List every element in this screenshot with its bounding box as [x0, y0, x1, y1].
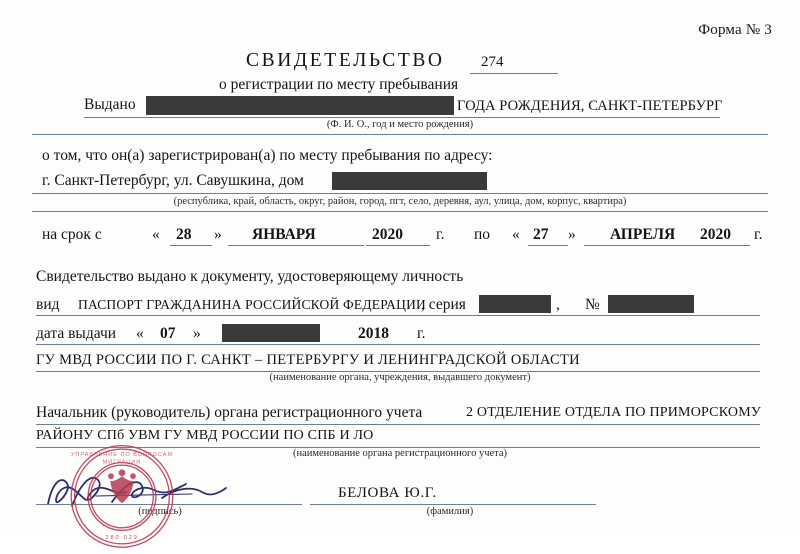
redacted-series-bar	[479, 295, 551, 313]
issue-date-year: 2018	[358, 325, 389, 342]
certificate-number: 274	[481, 54, 504, 70]
term-quote-open: «	[152, 226, 160, 243]
issued-value: ГОДА РОЖДЕНИЯ, САНКТ-ПЕТЕРБУРГ	[457, 98, 723, 114]
term-quote-close-2: »	[568, 226, 576, 243]
issued-label: Выдано	[84, 96, 136, 113]
identity-series-label: , серия	[421, 296, 466, 313]
term-day-from: 28	[176, 226, 192, 243]
term-rule-month-from	[228, 245, 364, 246]
issuing-authority-caption: (наименование органа, учреждения, выдавшего документ)	[269, 372, 531, 383]
term-from-label: на срок с	[42, 226, 102, 243]
term-quote-open-2: «	[512, 226, 520, 243]
page-subtitle: о регистрации по месту пребывания	[219, 76, 459, 93]
term-day-to: 27	[533, 226, 549, 243]
address-rule-second	[32, 211, 768, 212]
term-month-from: ЯНВАРЯ	[252, 226, 316, 243]
term-year-suffix-from: г.	[436, 226, 445, 243]
fio-caption: (Ф. И. О., год и место рождения)	[326, 119, 474, 130]
issuing-authority: ГУ МВД РОССИИ ПО Г. САНКТ – ПЕТЕРБУРГУ И ЛЕНИНГРАДСКОЙ ОБЛАСТИ	[36, 352, 580, 368]
svg-text:МИГРАЦИИ: МИГРАЦИИ	[102, 459, 142, 466]
term-rule-day-from	[170, 245, 212, 246]
issued-rule-second	[32, 134, 768, 135]
surname-caption: (фамилия)	[426, 506, 474, 517]
redacted-number-bar	[608, 295, 694, 313]
address-caption: (республика, край, область, округ, район, город, пгт, село, деревня, аул, улица, дом, корпус, квартира)	[173, 196, 627, 207]
surname-rule	[310, 504, 596, 505]
redacted-house-bar	[332, 172, 487, 190]
certificate-number-rule	[470, 73, 558, 74]
redacted-month-bar	[222, 324, 320, 342]
identity-type-label: вид	[36, 296, 60, 313]
chief-label: Начальник (руководитель) органа регистрационного учета	[36, 404, 423, 421]
term-year-from: 2020	[372, 226, 403, 243]
form-number: Форма № 3	[698, 22, 772, 38]
identity-number-label: №	[585, 296, 600, 313]
chief-caption: (наименование органа регистрационного учета)	[292, 448, 508, 459]
redacted-name-bar	[146, 96, 454, 115]
term-to-label: по	[474, 226, 491, 243]
page-title: СВИДЕТЕЛЬСТВО	[246, 50, 445, 71]
issue-date-quote-open: «	[136, 325, 144, 342]
svg-text:280 029: 280 029	[105, 534, 139, 541]
signature-caption: (подпись)	[138, 506, 182, 517]
address-value: г. Санкт-Петербург, ул. Савушкина, дом	[42, 172, 304, 189]
issue-date-label: дата выдачи	[36, 325, 117, 342]
term-year-to: 2020	[700, 226, 731, 243]
issue-date-quote-close: »	[193, 325, 201, 342]
term-month-to: АПРЕЛЯ	[610, 226, 676, 243]
term-rule-day-to	[528, 245, 568, 246]
identity-comma: ,	[556, 296, 560, 313]
issued-rule	[84, 117, 720, 118]
chief-rule-1	[36, 424, 760, 425]
signatory-surname: БЕЛОВА Ю.Г.	[338, 485, 437, 501]
identity-type-value: ПАСПОРТ ГРАЖДАНИНА РОССИЙСКОЙ ФЕДЕРАЦИИ	[78, 297, 426, 312]
identity-intro-line: Свидетельство выдано к документу, удостоверяющему личность	[36, 268, 464, 285]
issue-date-year-suffix: г.	[417, 325, 426, 342]
term-year-suffix-to: г.	[754, 226, 763, 243]
address-rule	[32, 193, 768, 194]
issue-date-rule	[36, 344, 760, 345]
chief-authority-line-1: 2 ОТДЕЛЕНИЕ ОТДЕЛА ПО ПРИМОРСКОМУ	[466, 405, 761, 420]
registration-statement: о том, что он(а) зарегистрирован(а) по месту пребывания по адресу:	[42, 147, 493, 164]
term-rule-year-to	[692, 245, 750, 246]
signature-rule	[36, 504, 302, 505]
identity-type-rule	[36, 315, 760, 316]
chief-authority-line-2: РАЙОНУ СПб УВМ ГУ МВД РОССИИ ПО СПБ И ЛО	[36, 428, 374, 443]
official-stamp	[30, 444, 214, 554]
issue-date-day: 07	[160, 325, 176, 342]
term-rule-year-from	[366, 245, 430, 246]
term-quote-close: »	[214, 226, 222, 243]
svg-text:УПРАВЛЕНИЕ ПО ВОПРОСАМ: УПРАВЛЕНИЕ ПО ВОПРОСАМ	[70, 451, 174, 458]
